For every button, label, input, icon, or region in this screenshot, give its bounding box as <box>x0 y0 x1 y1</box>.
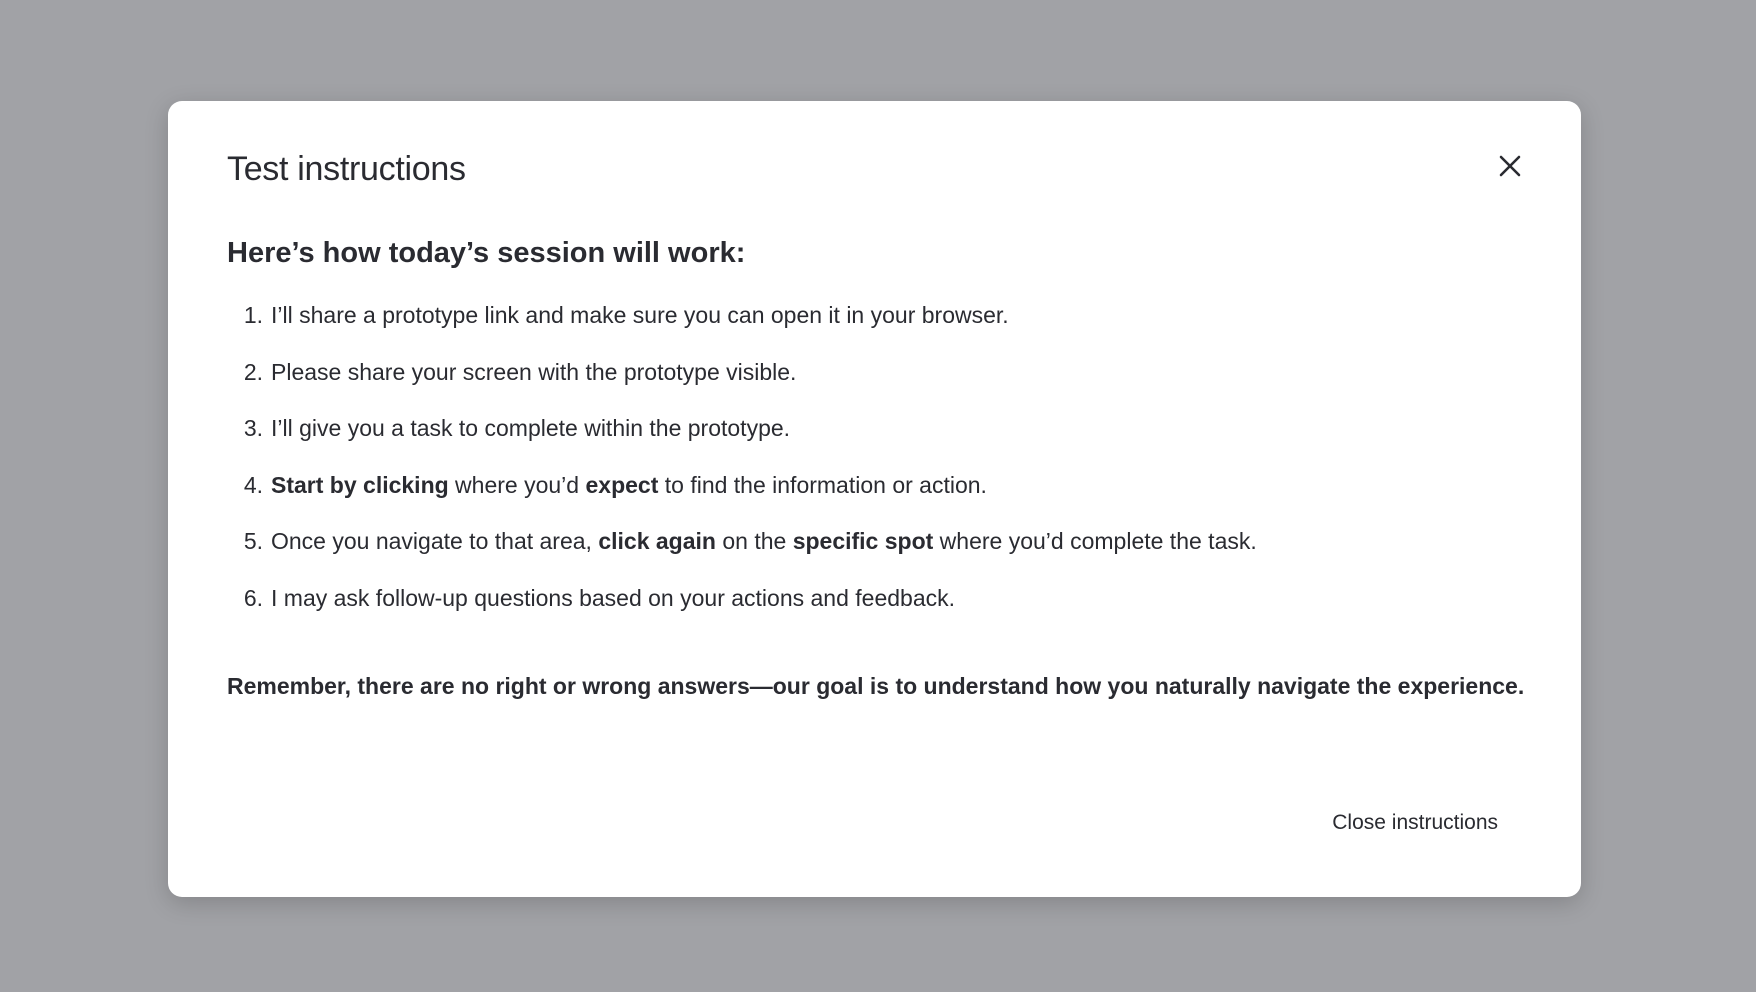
step-text-segment: I’ll give you a task to complete within the prototype. <box>271 415 791 441</box>
step-text <box>263 472 987 500</box>
step-text <box>263 585 955 613</box>
step-emphasis: Start by clicking <box>271 471 449 498</box>
step-text-segment: to find the information or action. <box>658 471 987 498</box>
step-number: 4. <box>243 471 263 498</box>
step-text-segment: where you’d <box>448 471 586 498</box>
step-text-segment: on the <box>715 528 793 554</box>
step-text <box>263 302 1009 330</box>
list-item <box>227 585 1527 642</box>
close-modal-button[interactable] <box>1492 148 1528 184</box>
close-icon <box>1492 148 1528 184</box>
list-item <box>227 302 1527 359</box>
list-item <box>227 528 1527 585</box>
instructions-modal <box>168 101 1581 897</box>
step-text <box>263 528 1257 556</box>
step-number: 2. <box>243 358 263 385</box>
step-text <box>263 415 790 443</box>
step-emphasis: expect <box>585 471 659 498</box>
step-text-segment: I may ask follow-up questions based on your actions and feedback. <box>271 584 956 611</box>
session-subheading: Here’s how today’s session will work: <box>227 237 746 269</box>
step-text-segment: where you’d complete the task. <box>933 528 1257 554</box>
close-instructions-button[interactable]: Close instructions <box>1332 811 1498 834</box>
list-item <box>227 415 1527 472</box>
step-text <box>263 359 796 387</box>
reminder-text: Remember, there are no right or wrong answers—our goal is to understand how you naturally navigate the experience. <box>227 673 1525 699</box>
step-number: 5. <box>243 528 263 554</box>
step-text-segment: Please share your screen with the prototype visible. <box>271 358 797 385</box>
instructions-list <box>227 302 1527 641</box>
step-text-segment: Once you navigate to that area, <box>271 528 599 554</box>
step-text-segment: I’ll share a prototype link and make sure you can open it in your browser. <box>271 302 1009 328</box>
step-emphasis: specific spot <box>792 528 934 554</box>
step-number: 1. <box>243 302 263 328</box>
step-number: 3. <box>243 415 263 441</box>
step-number: 6. <box>243 584 263 611</box>
list-item <box>227 359 1527 416</box>
list-item <box>227 472 1527 529</box>
step-emphasis: click again <box>598 528 716 554</box>
modal-title: Test instructions <box>227 150 466 188</box>
